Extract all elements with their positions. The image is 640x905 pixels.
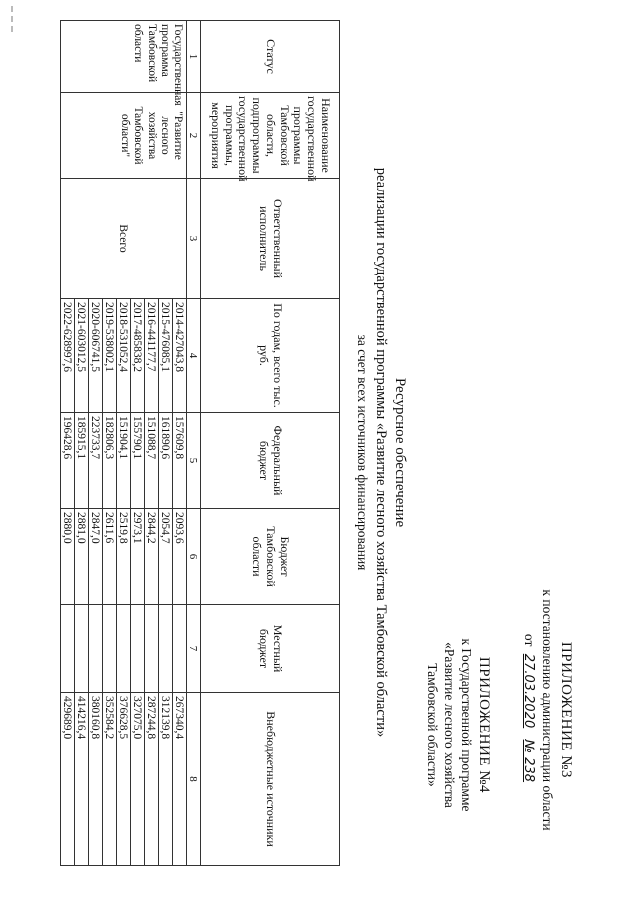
- federal-cell: 185915,1: [75, 413, 89, 509]
- appendix-3-reference: к постановлению администрации области: [540, 589, 555, 831]
- extrabudgetary-cell: 380160,8: [89, 693, 103, 866]
- col-number: 8: [187, 693, 201, 866]
- col-number: 5: [187, 413, 201, 509]
- regional-cell: 2519,8: [117, 509, 131, 605]
- year-total-cell: 2017-485838,2: [131, 299, 145, 413]
- extrabudgetary-cell: 327075,0: [131, 693, 145, 866]
- regional-cell: 2881,0: [75, 509, 89, 605]
- resource-table: [60, 20, 340, 866]
- header-extrabudgetary: Внебюджетные источники: [201, 693, 340, 866]
- regional-cell: 2093,6: [173, 509, 187, 605]
- header-local-budget: Местный бюджет: [201, 605, 340, 693]
- regional-cell: 2880,0: [61, 509, 75, 605]
- col-number: 3: [187, 179, 201, 299]
- federal-cell: 151088,7: [145, 413, 159, 509]
- responsible-cell: Всего: [61, 179, 187, 299]
- federal-cell: 155790,1: [131, 413, 145, 509]
- appendix-4-block: [424, 575, 492, 875]
- title-line-2: реализации государственной программы «Развитие лесного хозяйства Тамбовской области»: [373, 167, 389, 738]
- year-total-cell: 2016-441177,7: [145, 299, 159, 413]
- local-cell: [103, 605, 117, 693]
- extrabudgetary-cell: 352584,2: [103, 693, 117, 866]
- federal-cell: 223733,7: [89, 413, 103, 509]
- local-cell: [89, 605, 103, 693]
- local-cell: [131, 605, 145, 693]
- header-regional-budget: Бюджет Тамбовской области: [201, 509, 340, 605]
- year-total-cell: 2015-476085,1: [159, 299, 173, 413]
- appendix-4-line-3: «Развитие лесного хозяйства: [442, 642, 457, 808]
- extrabudgetary-cell: 376628,5: [117, 693, 131, 866]
- col-number: 6: [187, 509, 201, 605]
- status-cell: Государственная программа Тамбовской области: [61, 21, 187, 93]
- local-cell: [61, 605, 75, 693]
- local-cell: [145, 605, 159, 693]
- regional-cell: 2847,0: [89, 509, 103, 605]
- extrabudgetary-cell: 414216,4: [75, 693, 89, 866]
- year-total-cell: 2019-538002,1: [103, 299, 117, 413]
- federal-cell: 182806,3: [103, 413, 117, 509]
- federal-cell: 196428,6: [61, 413, 75, 509]
- header-federal-budget: Федеральный бюджет: [201, 413, 340, 509]
- header-program-name: Наименование государственной программы Тамбовской области, подпрограммы государственной программы, мероприятия: [201, 93, 340, 179]
- local-cell: [173, 605, 187, 693]
- col-number: 4: [187, 299, 201, 413]
- regional-cell: 2973,1: [131, 509, 145, 605]
- title-line-1: Ресурсное обеспечение: [392, 377, 408, 528]
- year-total-cell: 2022-628997,6: [61, 299, 75, 413]
- regional-cell: 2054,7: [159, 509, 173, 605]
- appendix-4-line-4: Тамбовской области»: [425, 663, 440, 787]
- col-number: 2: [187, 93, 201, 179]
- col-number: 7: [187, 605, 201, 693]
- appendix-3-block: [521, 545, 574, 875]
- appendix-3-from: от: [522, 633, 537, 647]
- col-number: 1: [187, 21, 201, 93]
- year-total-cell: 2014-427043,8: [173, 299, 187, 413]
- federal-cell: 157609,8: [173, 413, 187, 509]
- extrabudgetary-cell: 267340,4: [173, 693, 187, 866]
- table-row: [173, 21, 187, 866]
- federal-cell: 161890,6: [159, 413, 173, 509]
- regional-cell: 2611,6: [103, 509, 117, 605]
- table-header-row: [201, 21, 340, 866]
- appendix-3-number: № 238: [521, 739, 536, 783]
- federal-cell: 151904,1: [117, 413, 131, 509]
- header-responsible: Ответственный исполнитель: [201, 179, 340, 299]
- local-cell: [75, 605, 89, 693]
- appendix-4-line-2: к Государственной программе: [459, 638, 474, 812]
- title-line-3: за счет всех источников финансирования: [355, 334, 370, 571]
- year-total-cell: 2021-603012,5: [75, 299, 89, 413]
- appendix-3-title: ПРИЛОЖЕНИЕ №3: [558, 641, 574, 779]
- extrabudgetary-cell: 312139,8: [159, 693, 173, 866]
- local-cell: [159, 605, 173, 693]
- appendix-3-date-line: [521, 545, 537, 875]
- extrabudgetary-cell: 287244,8: [145, 693, 159, 866]
- document-title: [354, 0, 408, 905]
- program-name-cell: "Развитие лесного хозяйства Тамбовской области": [61, 93, 187, 179]
- year-total-cell: 2018-531052,4: [117, 299, 131, 413]
- regional-cell: 2844,2: [145, 509, 159, 605]
- column-number-row: [187, 21, 201, 866]
- year-total-cell: 2020-606741,5: [89, 299, 103, 413]
- header-total-by-years: По годам, всего тыс. руб.: [201, 299, 340, 413]
- appendix-3-date: 27.03.2020: [521, 653, 536, 729]
- local-cell: [117, 605, 131, 693]
- appendix-4-title: ПРИЛОЖЕНИЕ №4: [476, 656, 492, 794]
- extrabudgetary-cell: 429689,0: [61, 693, 75, 866]
- header-status: Статус: [201, 21, 340, 93]
